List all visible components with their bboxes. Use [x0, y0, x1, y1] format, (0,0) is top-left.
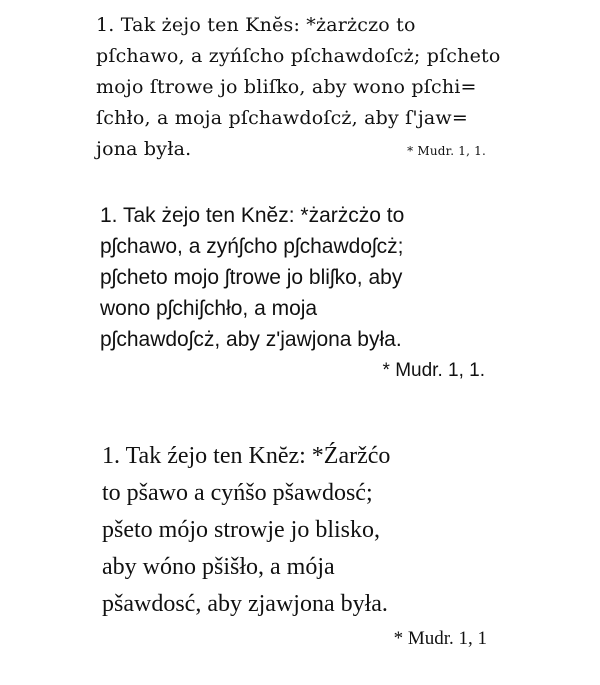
fraktur-line-5 — [96, 134, 516, 165]
fraktur-verse — [96, 10, 516, 167]
modern-line-4: wono pʃchiʃchło, a moja — [100, 297, 318, 320]
modern-line-3: pʃcheto mojo ʃtrowe jo bliʃko, aby — [100, 266, 403, 289]
modern-line-1: 1. Tak żejo ten Knĕz: *żarżcżo to — [100, 204, 405, 227]
fraktur-line-5-text: jona była. — [96, 138, 192, 160]
modern-transliteration — [100, 200, 540, 386]
fraktur-line-3: mojo ſtrowe jo bliſko, aby wono pſchi= — [96, 76, 477, 98]
fraktur-line-1: 1. Tak żejo ten Knĕs: *żarżczo to — [96, 14, 416, 36]
standard-reference: * Mudr. 1, 1 — [393, 628, 487, 649]
standard-line-5: pšawdosć, aby zjawjona była. — [102, 591, 388, 617]
standard-line-1: 1. Tak źejo ten Knĕz: *Źaržćo — [102, 443, 391, 469]
standard-line-3: pšeto mójo strowje jo blisko, — [102, 517, 380, 543]
fraktur-line-4: ſchło, a moja pſchawdoſcż, aby ſ'jaw= — [96, 107, 469, 129]
fraktur-line-2: pſchawo, a zyńſcho pſchawdoſcż; pſcheto — [96, 45, 501, 67]
standard-orthography — [102, 438, 542, 653]
standard-line-4: aby wóno pšišło, a mója — [102, 554, 335, 580]
modern-line-2: pʃchawo, a zyńʃcho pʃchawdoʃcż; — [100, 235, 404, 258]
fraktur-reference: * Mudr. 1, 1. — [407, 144, 486, 158]
standard-line-2: to pšawo a cyńšo pšawdosć; — [102, 480, 373, 506]
modern-line-5: pʃchawdoʃcż, aby z'jawjona była. — [100, 328, 402, 351]
modern-reference: * Mudr. 1, 1. — [382, 360, 485, 381]
